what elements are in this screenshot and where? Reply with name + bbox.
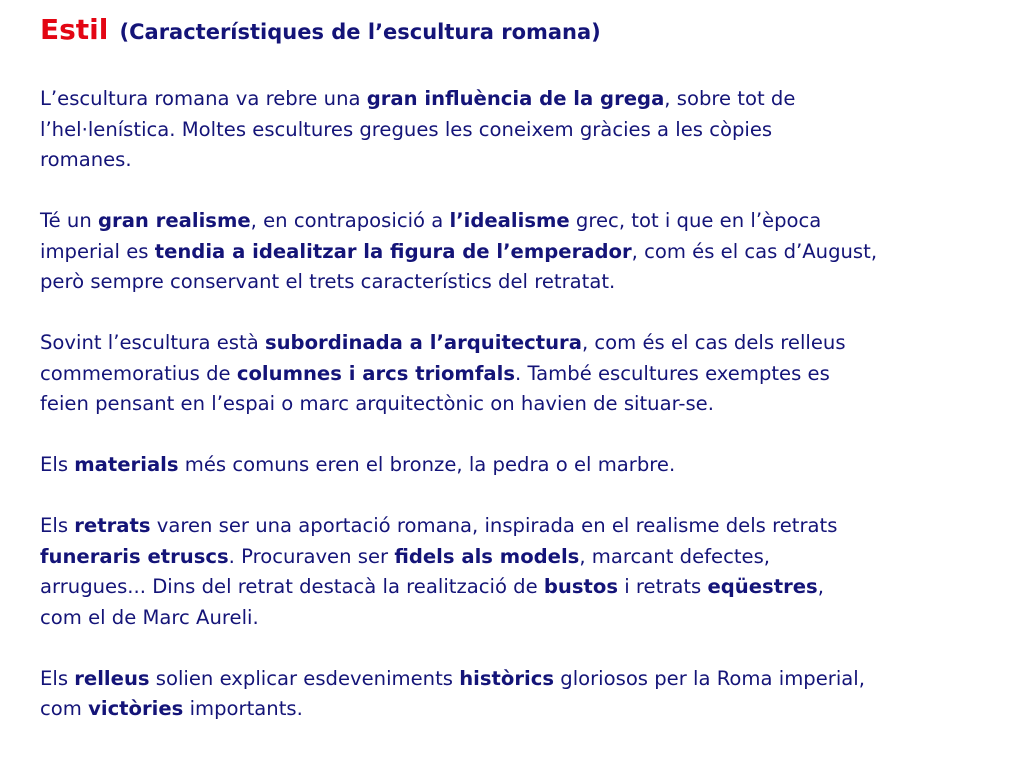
text-run: Els bbox=[40, 514, 75, 537]
text-run: Sovint l’escultura està bbox=[40, 331, 265, 354]
text-run: imperial es bbox=[40, 239, 155, 263]
text-line bbox=[40, 115, 1010, 146]
emphasis-text: columnes i arcs triomfals bbox=[236, 361, 515, 385]
text-line bbox=[40, 511, 1010, 542]
emphasis-text: funeraris etruscs bbox=[40, 544, 229, 568]
paragraph-2 bbox=[40, 206, 1010, 298]
text-run: arrugues... Dins del retrat destacà la realització de bbox=[40, 575, 544, 598]
text-run: , bbox=[817, 575, 824, 598]
emphasis-text: victòries bbox=[88, 697, 184, 720]
paragraph-gap bbox=[40, 298, 1010, 329]
text-line bbox=[40, 206, 1010, 237]
text-line bbox=[40, 359, 1010, 390]
paragraph-1 bbox=[40, 84, 1010, 176]
emphasis-text: relleus bbox=[74, 666, 150, 690]
paragraph-6 bbox=[40, 664, 1010, 725]
paragraph-gap bbox=[40, 420, 1010, 451]
emphasis-text: eqüestres bbox=[707, 575, 818, 598]
text-run: . Procuraven ser bbox=[228, 544, 395, 568]
text-run: varen ser una aportació romana, inspirada en el realisme dels retrats bbox=[150, 514, 838, 537]
text-run: però sempre conservant el trets característics del retratat. bbox=[40, 270, 616, 293]
text-line bbox=[40, 664, 1010, 695]
slide-title bbox=[40, 6, 1010, 54]
slide-body bbox=[40, 84, 1010, 725]
text-run: i retrats bbox=[618, 575, 708, 598]
paragraph-4 bbox=[40, 450, 1010, 481]
emphasis-text: fidels als models bbox=[394, 544, 580, 568]
emphasis-text: retrats bbox=[74, 514, 151, 537]
text-line bbox=[40, 572, 1010, 603]
text-run: , sobre tot de bbox=[664, 87, 796, 110]
text-run: , en contraposició a bbox=[250, 209, 450, 232]
text-run: gloriosos per la Roma imperial, bbox=[554, 666, 865, 690]
emphasis-text: gran realisme bbox=[98, 209, 251, 232]
text-line bbox=[40, 84, 1010, 115]
title-subtitle: (Característiques de l’escultura romana) bbox=[119, 20, 601, 44]
text-run: romanes. bbox=[40, 148, 132, 171]
text-run: feien pensant en l’espai o marc arquitectònic on havien de situar-se. bbox=[40, 392, 714, 415]
text-run: , com és el cas d’August, bbox=[631, 239, 878, 263]
text-run: grec, tot i que en l’època bbox=[569, 209, 822, 232]
paragraph-gap bbox=[40, 176, 1010, 207]
emphasis-text: històrics bbox=[459, 666, 555, 690]
text-run: com bbox=[40, 697, 89, 720]
text-run: L’escultura romana va rebre una bbox=[40, 87, 367, 110]
emphasis-text: subordinada a l’arquitectura bbox=[264, 331, 582, 354]
paragraph-3 bbox=[40, 328, 1010, 420]
text-line bbox=[40, 328, 1010, 359]
text-run: , com és el cas dels relleus bbox=[581, 331, 846, 354]
text-run: commemoratius de bbox=[40, 361, 237, 385]
text-run: Té un bbox=[40, 209, 98, 232]
text-run: l’hel·lenística. Moltes escultures gregues les coneixem gràcies a les còpies bbox=[40, 117, 773, 141]
text-run: . També escultures exemptes es bbox=[514, 361, 830, 385]
text-run: Els bbox=[40, 666, 75, 690]
paragraph-5 bbox=[40, 511, 1010, 633]
text-run: importants. bbox=[183, 697, 303, 720]
emphasis-text: tendia a idealitzar la figura de l’emperador bbox=[154, 239, 632, 263]
text-line bbox=[40, 450, 1010, 481]
text-run: Els bbox=[40, 453, 75, 476]
text-line bbox=[40, 694, 1010, 725]
emphasis-text: gran influència de la grega bbox=[366, 87, 665, 110]
text-line bbox=[40, 145, 1010, 176]
slide bbox=[40, 6, 1010, 725]
emphasis-text: materials bbox=[74, 453, 179, 476]
emphasis-text: bustos bbox=[543, 575, 619, 598]
paragraph-gap bbox=[40, 481, 1010, 512]
text-line bbox=[40, 237, 1010, 268]
text-line bbox=[40, 267, 1010, 298]
text-line bbox=[40, 603, 1010, 634]
paragraph-gap bbox=[40, 633, 1010, 664]
title-main: Estil bbox=[40, 13, 109, 46]
text-run: més comuns eren el bronze, la pedra o el marbre. bbox=[178, 453, 676, 476]
text-line bbox=[40, 389, 1010, 420]
text-run: com el de Marc Aureli. bbox=[40, 605, 259, 629]
text-run: , marcant defectes, bbox=[579, 544, 771, 568]
text-run: solien explicar esdeveniments bbox=[149, 666, 460, 690]
emphasis-text: l’idealisme bbox=[449, 209, 570, 232]
text-line bbox=[40, 542, 1010, 573]
